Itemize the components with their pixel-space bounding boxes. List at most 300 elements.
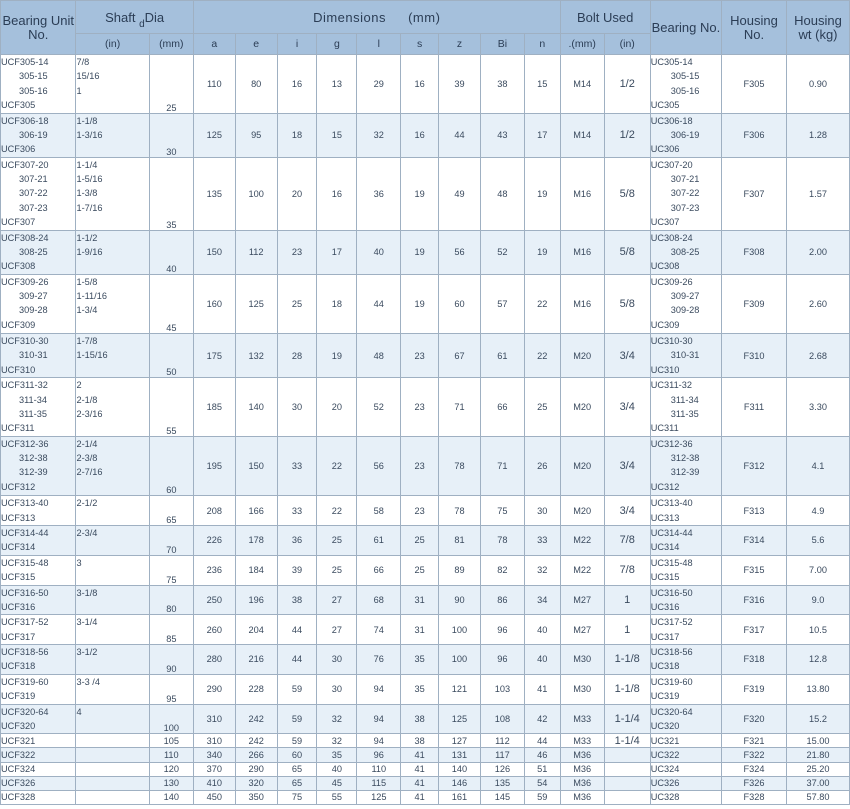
housing-no-cell: F306 xyxy=(722,113,787,157)
dim-l-cell: 125 xyxy=(357,790,401,804)
dim-s-cell: 41 xyxy=(401,762,439,776)
shaft-inch-value: 3 xyxy=(76,557,82,568)
dim-g-cell: 30 xyxy=(317,674,357,704)
bearing-unit-no: UCF318 xyxy=(1,661,36,672)
shaft-inch-cell xyxy=(76,525,149,555)
bolt-in-cell: 1/2 xyxy=(604,55,650,114)
dim-e-cell: 80 xyxy=(235,55,277,114)
bolt-in-cell: 1-1/4 xyxy=(604,734,650,748)
bearing-no: 311-35 xyxy=(670,408,699,419)
subheader-cell: .(mm) xyxy=(560,34,604,55)
bearing-no: 307-22 xyxy=(670,188,700,199)
bolt-in-cell: 1 xyxy=(604,585,650,615)
table-row xyxy=(1,113,850,157)
dim-bi-cell: 117 xyxy=(480,748,524,762)
dim-s-cell: 16 xyxy=(401,113,439,157)
dim-e-cell: 112 xyxy=(235,230,277,274)
shaft-inch-cell xyxy=(76,436,149,495)
dim-a-cell: 280 xyxy=(193,645,235,675)
dim-e-cell: 196 xyxy=(235,585,277,615)
table-row xyxy=(1,674,850,704)
bearing-no-cell xyxy=(650,762,721,776)
bearing-no-cell xyxy=(650,585,721,615)
bearing-no: 312-38 xyxy=(670,453,700,464)
bolt-mm-cell: M22 xyxy=(560,555,604,585)
shaft-mm-cell: 80 xyxy=(149,585,193,615)
dim-n-cell: 33 xyxy=(524,525,560,555)
shaft-inch-value: 1-1/4 xyxy=(76,159,98,170)
shaft-inch-value: 2-3/8 xyxy=(76,453,98,464)
bearing-no: UC314-44 xyxy=(650,527,693,538)
bearing-unit-cell xyxy=(1,734,76,748)
dim-g-cell: 18 xyxy=(317,274,357,333)
dim-i-cell: 23 xyxy=(277,230,317,274)
dim-bi-cell: 145 xyxy=(480,790,524,804)
dim-n-cell: 19 xyxy=(524,230,560,274)
bolt-in-cell: 1/2 xyxy=(604,113,650,157)
dim-n-cell: 22 xyxy=(524,274,560,333)
dim-g-cell: 27 xyxy=(317,585,357,615)
dim-s-cell: 23 xyxy=(401,496,439,526)
bearing-no: UC321 xyxy=(650,735,680,746)
shaft-inch-value: 1-1/2 xyxy=(76,232,98,243)
shaft-inch-value: 3-3 /4 xyxy=(76,676,100,687)
bearing-unit-no: 309-28 xyxy=(19,305,48,316)
bearing-unit-no: UCF306-18 xyxy=(1,115,49,126)
subheader-cell: g xyxy=(317,34,357,55)
bearing-unit-no: UCF319-60 xyxy=(1,676,49,687)
dim-bi-cell: 126 xyxy=(480,762,524,776)
bolt-mm-cell: M16 xyxy=(560,230,604,274)
bearing-unit-no: 311-35 xyxy=(19,408,47,419)
bolt-mm-cell: M30 xyxy=(560,645,604,675)
dim-l-cell: 66 xyxy=(357,555,401,585)
bearing-unit-cell xyxy=(1,555,76,585)
bolt-in-cell: 3/4 xyxy=(604,334,650,378)
dim-z-cell: 67 xyxy=(439,334,481,378)
subheader-cell: a xyxy=(193,34,235,55)
bearing-no: UC311-32 xyxy=(650,380,692,391)
shaft-inch-cell xyxy=(76,113,149,157)
dim-e-cell: 242 xyxy=(235,704,277,734)
bearing-no: UC318 xyxy=(650,661,680,672)
bearing-unit-cell xyxy=(1,748,76,762)
shaft-inch-cell xyxy=(76,378,149,437)
bolt-mm-cell: M20 xyxy=(560,496,604,526)
bearing-unit-no: UCF318-56 xyxy=(1,647,49,658)
dim-s-cell: 31 xyxy=(401,585,439,615)
bearing-no: 307-21 xyxy=(670,174,700,184)
dim-z-cell: 56 xyxy=(439,230,481,274)
shaft-inch-value: 2-1/8 xyxy=(76,394,98,405)
dim-a-cell: 195 xyxy=(193,436,235,495)
dim-z-cell: 131 xyxy=(439,748,481,762)
shaft-mm-cell: 70 xyxy=(149,525,193,555)
dim-bi-cell: 108 xyxy=(480,704,524,734)
table-row xyxy=(1,274,850,333)
bearing-unit-no: UCF307 xyxy=(1,216,36,227)
bearing-no: 309-28 xyxy=(670,305,700,316)
dim-i-cell: 33 xyxy=(277,436,317,495)
housing-no-cell: F312 xyxy=(722,436,787,495)
dim-bi-cell: 52 xyxy=(480,230,524,274)
bolt-in-cell: 3/4 xyxy=(604,496,650,526)
dim-z-cell: 100 xyxy=(439,615,481,645)
housing-no-cell: F305 xyxy=(722,55,787,114)
table-row xyxy=(1,734,850,748)
bearing-unit-no: UCF316 xyxy=(1,601,36,612)
subheader-cell: (in) xyxy=(604,34,650,55)
bolt-in-cell: 3/4 xyxy=(604,436,650,495)
bearing-no-cell xyxy=(650,113,721,157)
dim-l-cell: 48 xyxy=(357,334,401,378)
shaft-inch-value: 1-1/8 xyxy=(76,115,98,126)
shaft-inch-value: 1-3/16 xyxy=(76,129,103,140)
table-row xyxy=(1,230,850,274)
dim-bi-cell: 78 xyxy=(480,525,524,555)
housing-no-cell: F320 xyxy=(722,704,787,734)
dim-bi-cell: 66 xyxy=(480,378,524,437)
dim-a-cell: 260 xyxy=(193,615,235,645)
bearing-unit-no: 312-39 xyxy=(19,467,48,478)
dim-l-cell: 56 xyxy=(357,436,401,495)
dim-i-cell: 75 xyxy=(277,790,317,804)
bearing-no-cell xyxy=(650,436,721,495)
housing-wt-cell: 2.68 xyxy=(787,334,850,378)
bearing-unit-no: UCF309-26 xyxy=(1,276,49,287)
bolt-in-cell: 7/8 xyxy=(604,555,650,585)
dim-s-cell: 25 xyxy=(401,525,439,555)
shaft-inch-cell xyxy=(76,674,149,704)
bearing-no-cell xyxy=(650,615,721,645)
shaft-mm-cell: 85 xyxy=(149,615,193,645)
housing-wt-cell: 4.1 xyxy=(787,436,850,495)
housing-wt-cell: 2.60 xyxy=(787,274,850,333)
bearing-unit-no: UCF322 xyxy=(1,749,36,760)
dim-z-cell: 71 xyxy=(439,378,481,437)
bearing-unit-no: UCF326 xyxy=(1,778,36,789)
dim-n-cell: 32 xyxy=(524,555,560,585)
housing-no-cell: F328 xyxy=(722,790,787,804)
bearing-unit-cell xyxy=(1,230,76,274)
dim-s-cell: 19 xyxy=(401,157,439,230)
bearing-unit-cell xyxy=(1,378,76,437)
bearing-unit-no: UCF311 xyxy=(1,423,35,434)
header-shaft-text: Shaft xyxy=(105,9,136,25)
dim-a-cell: 290 xyxy=(193,674,235,704)
bearing-unit-no: 306-19 xyxy=(19,129,48,140)
dim-bi-cell: 61 xyxy=(480,334,524,378)
bearing-no: UC326 xyxy=(650,778,680,789)
table-row xyxy=(1,790,850,804)
dim-e-cell: 166 xyxy=(235,496,277,526)
bearing-unit-no: UCF309 xyxy=(1,319,36,330)
bearing-no: UC315 xyxy=(650,572,680,583)
housing-no-cell: F313 xyxy=(722,496,787,526)
dim-a-cell: 185 xyxy=(193,378,235,437)
dim-n-cell: 15 xyxy=(524,55,560,114)
table-row xyxy=(1,704,850,734)
bearing-no: UC316 xyxy=(650,601,680,612)
table-row xyxy=(1,762,850,776)
shaft-inch-value: 7/8 xyxy=(76,57,90,67)
dim-g-cell: 20 xyxy=(317,378,357,437)
dim-a-cell: 410 xyxy=(193,776,235,790)
shaft-mm-cell: 30 xyxy=(149,113,193,157)
shaft-inch-cell xyxy=(76,748,149,762)
bearing-unit-no: 312-38 xyxy=(19,453,48,464)
table-row xyxy=(1,776,850,790)
dim-e-cell: 184 xyxy=(235,555,277,585)
bearing-unit-cell xyxy=(1,274,76,333)
dim-a-cell: 125 xyxy=(193,113,235,157)
housing-wt-cell: 5.6 xyxy=(787,525,850,555)
bearing-no: 305-15 xyxy=(670,71,700,82)
bearing-no: UC314 xyxy=(650,542,680,553)
bearing-unit-no: UCF314 xyxy=(1,542,36,553)
shaft-mm-cell: 75 xyxy=(149,555,193,585)
dim-z-cell: 39 xyxy=(439,55,481,114)
dim-z-cell: 49 xyxy=(439,157,481,230)
dim-z-cell: 140 xyxy=(439,762,481,776)
dim-n-cell: 44 xyxy=(524,734,560,748)
housing-no-cell: F309 xyxy=(722,274,787,333)
dim-a-cell: 250 xyxy=(193,585,235,615)
housing-wt-cell: 15.2 xyxy=(787,704,850,734)
bearing-unit-no: 307-22 xyxy=(19,188,48,199)
dim-bi-cell: 71 xyxy=(480,436,524,495)
bearing-no: UC310 xyxy=(650,364,680,375)
dim-i-cell: 65 xyxy=(277,776,317,790)
dim-l-cell: 74 xyxy=(357,615,401,645)
bearing-no: 308-25 xyxy=(670,246,700,257)
bearing-no: UC317-52 xyxy=(650,617,693,628)
bearing-unit-no: 308-25 xyxy=(19,246,48,257)
table-row xyxy=(1,615,850,645)
bearing-no: UC315-48 xyxy=(650,557,693,568)
shaft-mm-cell: 105 xyxy=(149,734,193,748)
subheader-cell: (mm) xyxy=(149,34,193,55)
header-dimensions: Dimensions (mm) xyxy=(193,1,560,34)
bearing-unit-no: UCF320 xyxy=(1,720,36,731)
table-row xyxy=(1,748,850,762)
header-bearing-no: Bearing No. xyxy=(650,1,721,55)
dim-a-cell: 175 xyxy=(193,334,235,378)
dim-i-cell: 33 xyxy=(277,496,317,526)
bearing-unit-cell xyxy=(1,674,76,704)
dim-l-cell: 110 xyxy=(357,762,401,776)
bearing-no: UC311 xyxy=(650,423,679,434)
header-dia-text: Dia xyxy=(144,9,165,25)
bearing-no: UC308-24 xyxy=(650,232,693,243)
dim-n-cell: 30 xyxy=(524,496,560,526)
shaft-inch-value: 3-1/8 xyxy=(76,587,98,598)
dim-s-cell: 35 xyxy=(401,674,439,704)
bearing-unit-cell xyxy=(1,157,76,230)
shaft-mm-cell: 90 xyxy=(149,645,193,675)
dim-e-cell: 266 xyxy=(235,748,277,762)
table-row xyxy=(1,525,850,555)
dim-z-cell: 44 xyxy=(439,113,481,157)
dim-bi-cell: 96 xyxy=(480,615,524,645)
dim-z-cell: 125 xyxy=(439,704,481,734)
bolt-in-cell xyxy=(604,776,650,790)
dim-g-cell: 35 xyxy=(317,748,357,762)
bearing-no-cell xyxy=(650,525,721,555)
dim-s-cell: 41 xyxy=(401,776,439,790)
dim-l-cell: 29 xyxy=(357,55,401,114)
dim-n-cell: 26 xyxy=(524,436,560,495)
shaft-inch-cell xyxy=(76,734,149,748)
bearing-unit-no: UCF312 xyxy=(1,481,36,492)
header-shaft-dia xyxy=(76,1,193,34)
bearing-no: UC313-40 xyxy=(650,498,693,509)
dim-bi-cell: 43 xyxy=(480,113,524,157)
shaft-inch-value: 15/16 xyxy=(76,71,100,82)
housing-wt-cell: 12.8 xyxy=(787,645,850,675)
dim-a-cell: 208 xyxy=(193,496,235,526)
subheader-cell: n xyxy=(524,34,560,55)
housing-no-cell: F308 xyxy=(722,230,787,274)
dim-i-cell: 59 xyxy=(277,734,317,748)
dim-bi-cell: 57 xyxy=(480,274,524,333)
dim-z-cell: 78 xyxy=(439,496,481,526)
dim-i-cell: 60 xyxy=(277,748,317,762)
bearing-unit-no: UCF310-30 xyxy=(1,336,49,347)
bearing-unit-no: 305-15 xyxy=(19,71,48,82)
dim-g-cell: 22 xyxy=(317,436,357,495)
bearing-no: UC313 xyxy=(650,512,680,523)
bearing-no: UC306-18 xyxy=(650,115,693,126)
bolt-in-cell xyxy=(604,748,650,762)
dim-g-cell: 45 xyxy=(317,776,357,790)
subheader-cell: l xyxy=(357,34,401,55)
dim-s-cell: 38 xyxy=(401,734,439,748)
dim-a-cell: 450 xyxy=(193,790,235,804)
bearing-no: UC309 xyxy=(650,319,680,330)
shaft-mm-cell: 25 xyxy=(149,55,193,114)
bearing-unit-no: UCF313 xyxy=(1,512,36,523)
housing-wt-cell: 10.5 xyxy=(787,615,850,645)
dim-bi-cell: 135 xyxy=(480,776,524,790)
dim-e-cell: 178 xyxy=(235,525,277,555)
shaft-inch-value: 1-7/8 xyxy=(76,336,98,347)
dim-a-cell: 150 xyxy=(193,230,235,274)
housing-no-cell: F307 xyxy=(722,157,787,230)
bearing-unit-cell xyxy=(1,334,76,378)
dim-s-cell: 19 xyxy=(401,230,439,274)
dim-s-cell: 23 xyxy=(401,436,439,495)
header-shaft-d: d xyxy=(139,18,145,30)
dim-a-cell: 340 xyxy=(193,748,235,762)
bearing-no: 307-23 xyxy=(670,202,700,213)
bolt-mm-cell: M20 xyxy=(560,436,604,495)
table-row xyxy=(1,157,850,230)
bearing-no-cell xyxy=(650,274,721,333)
bolt-in-cell: 1-1/4 xyxy=(604,704,650,734)
shaft-inch-value: 1-5/16 xyxy=(76,174,103,184)
bearing-unit-no: UCF305-14 xyxy=(1,57,49,67)
dim-s-cell: 31 xyxy=(401,615,439,645)
dim-n-cell: 19 xyxy=(524,157,560,230)
housing-wt-cell: 4.9 xyxy=(787,496,850,526)
shaft-inch-value: 1-5/8 xyxy=(76,276,98,287)
bearing-unit-no: 309-27 xyxy=(19,291,48,302)
shaft-mm-cell: 65 xyxy=(149,496,193,526)
header-housing-wt: Housing wt (kg) xyxy=(787,1,850,55)
housing-wt-cell: 13.80 xyxy=(787,674,850,704)
dim-a-cell: 160 xyxy=(193,274,235,333)
table-row xyxy=(1,496,850,526)
bearing-no: 312-39 xyxy=(670,467,700,478)
dim-bi-cell: 103 xyxy=(480,674,524,704)
bearing-unit-no: UCF328 xyxy=(1,792,36,803)
dim-g-cell: 32 xyxy=(317,704,357,734)
dim-l-cell: 52 xyxy=(357,378,401,437)
shaft-mm-cell: 60 xyxy=(149,436,193,495)
subheader-cell: i xyxy=(277,34,317,55)
housing-no-cell: F321 xyxy=(722,734,787,748)
bearing-no-cell xyxy=(650,55,721,114)
dim-z-cell: 60 xyxy=(439,274,481,333)
bearing-no: UC309-26 xyxy=(650,276,693,287)
shaft-inch-value: 2-3/4 xyxy=(76,527,98,538)
dim-l-cell: 115 xyxy=(357,776,401,790)
shaft-inch-cell xyxy=(76,555,149,585)
dim-e-cell: 125 xyxy=(235,274,277,333)
dim-bi-cell: 48 xyxy=(480,157,524,230)
housing-wt-cell: 3.30 xyxy=(787,378,850,437)
dim-i-cell: 30 xyxy=(277,378,317,437)
bearing-no-cell xyxy=(650,230,721,274)
bearing-no: UC319 xyxy=(650,691,680,702)
bolt-mm-cell: M36 xyxy=(560,790,604,804)
dim-n-cell: 46 xyxy=(524,748,560,762)
bearing-unit-no: UCF310 xyxy=(1,364,36,375)
shaft-inch-value: 4 xyxy=(76,706,82,717)
housing-no-cell: F324 xyxy=(722,762,787,776)
bearing-no: 310-31 xyxy=(670,350,700,361)
bearing-unit-cell xyxy=(1,776,76,790)
housing-wt-cell: 57.80 xyxy=(787,790,850,804)
dim-e-cell: 350 xyxy=(235,790,277,804)
header-housing-no: Housing No. xyxy=(722,1,787,55)
bearing-no: UC320 xyxy=(650,720,680,731)
shaft-inch-cell xyxy=(76,157,149,230)
bolt-mm-cell: M30 xyxy=(560,674,604,704)
table-row xyxy=(1,55,850,114)
bearing-no: UC308 xyxy=(650,261,680,272)
bearing-no-cell xyxy=(650,555,721,585)
dim-n-cell: 51 xyxy=(524,762,560,776)
shaft-mm-cell: 140 xyxy=(149,790,193,804)
shaft-inch-value: 1 xyxy=(76,85,82,96)
shaft-inch-value: 3-1/4 xyxy=(76,617,98,628)
bearing-no: UC319-60 xyxy=(650,676,693,687)
bolt-mm-cell: M16 xyxy=(560,157,604,230)
dim-l-cell: 96 xyxy=(357,748,401,762)
dim-l-cell: 61 xyxy=(357,525,401,555)
dim-n-cell: 40 xyxy=(524,615,560,645)
bolt-mm-cell: M33 xyxy=(560,734,604,748)
bearing-no: UC307-20 xyxy=(650,159,693,170)
bolt-mm-cell: M22 xyxy=(560,525,604,555)
bolt-in-cell: 7/8 xyxy=(604,525,650,555)
bearing-unit-no: UCF317-52 xyxy=(1,617,49,628)
bolt-mm-cell: M14 xyxy=(560,113,604,157)
housing-no-cell: F310 xyxy=(722,334,787,378)
housing-wt-cell: 21.80 xyxy=(787,748,850,762)
